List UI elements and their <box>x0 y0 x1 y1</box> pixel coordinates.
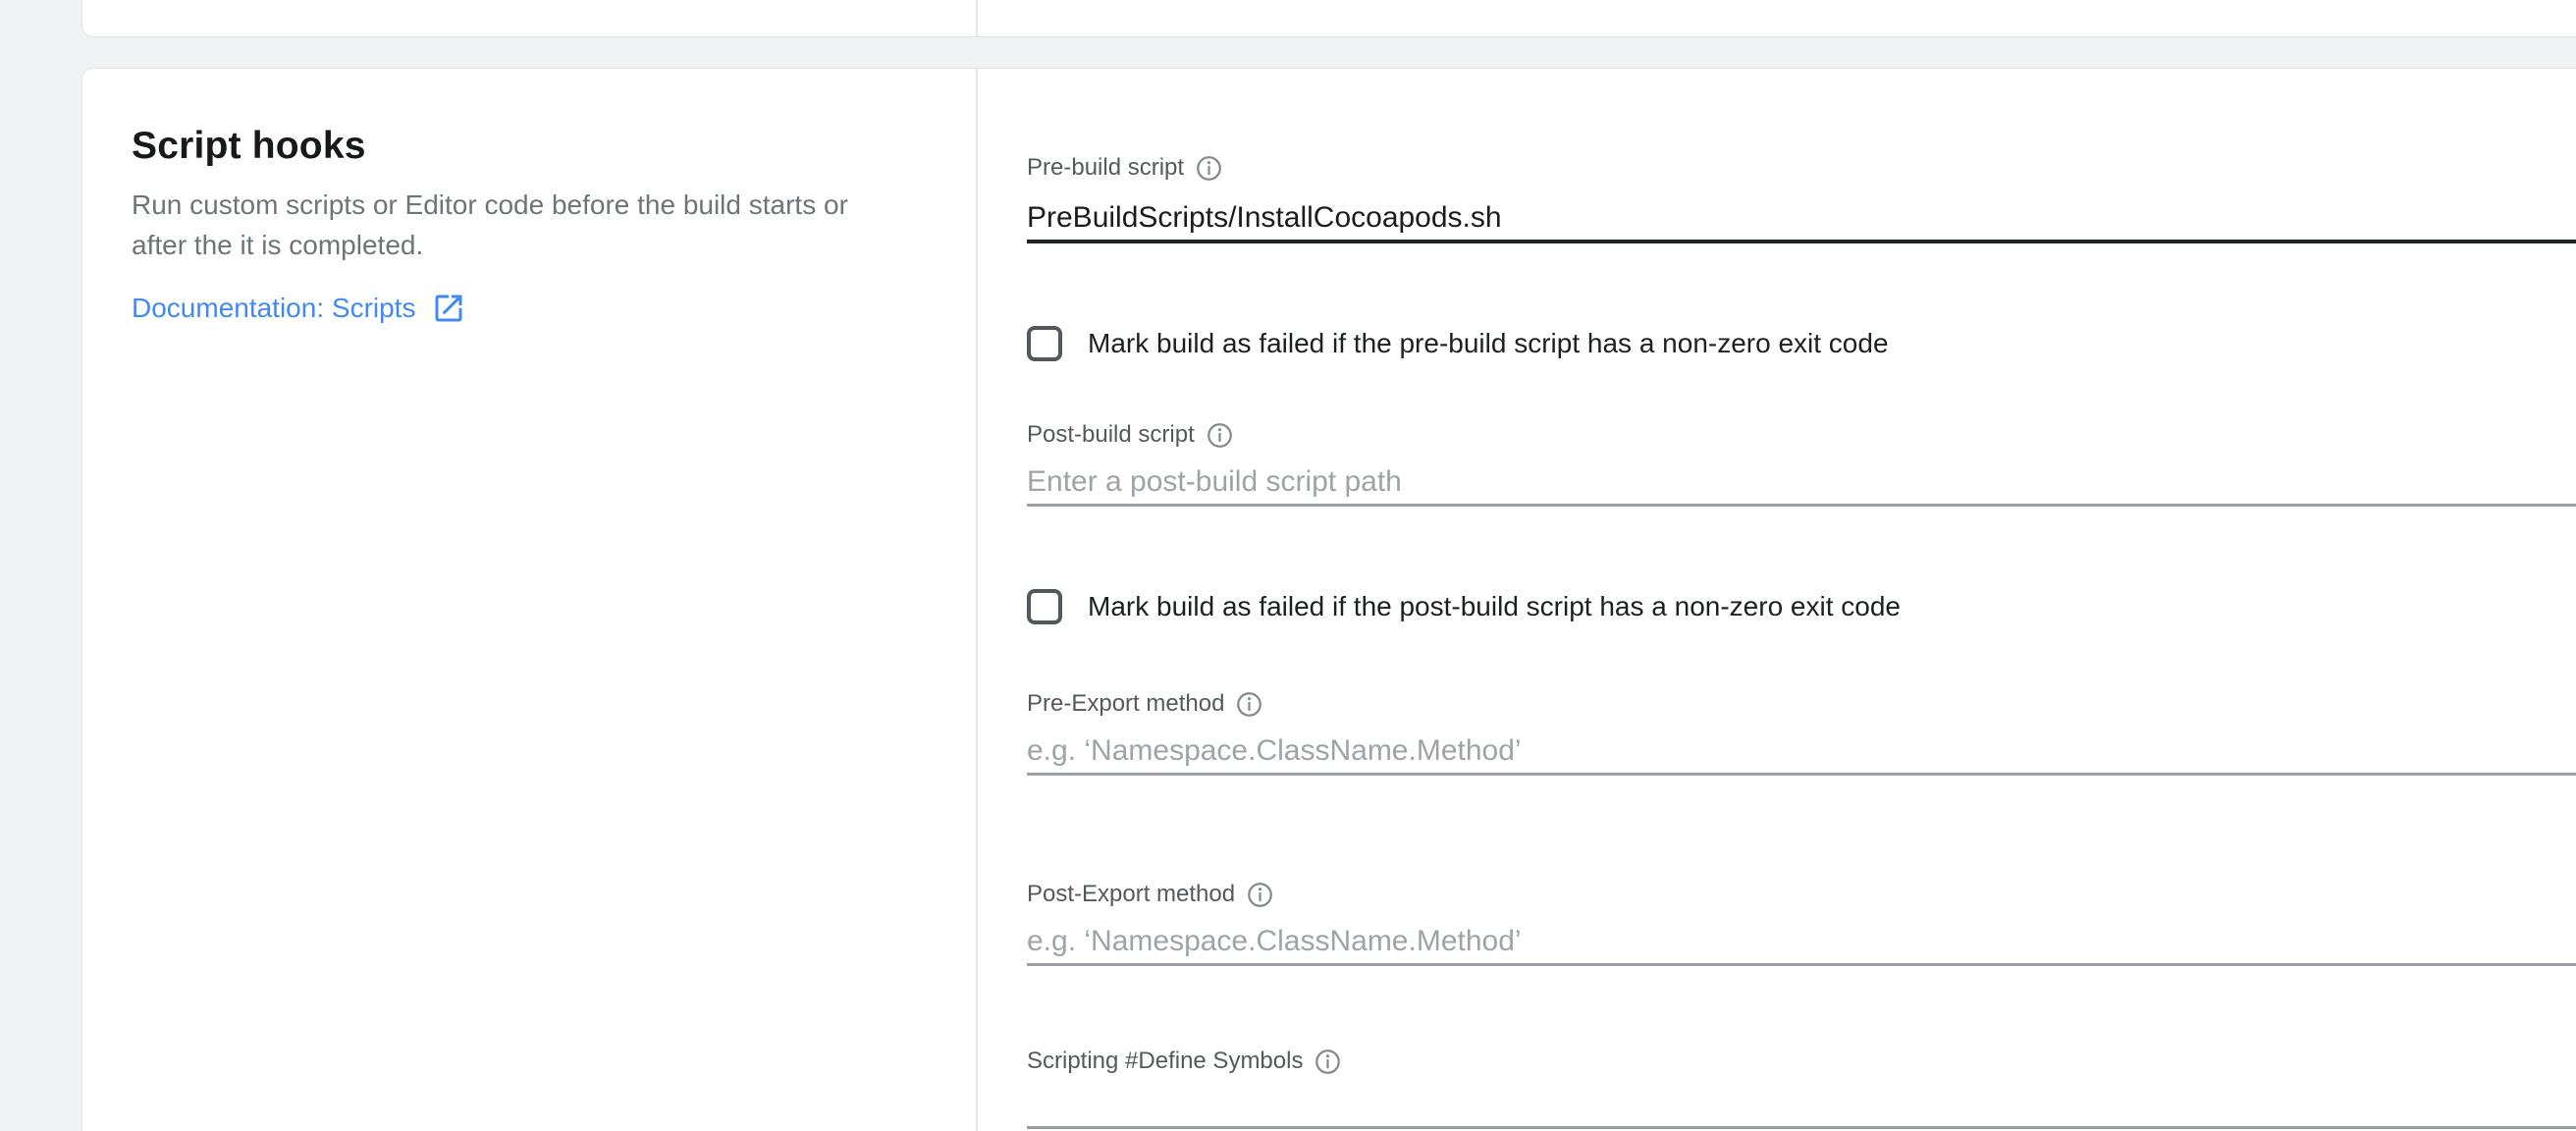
pre-build-fail-checkbox-label: Mark build as failed if the pre-build script has a non-zero exit code <box>1088 328 1889 358</box>
pre-build-script-input[interactable] <box>1027 196 2576 243</box>
info-icon[interactable] <box>1236 691 1262 718</box>
pre-export-method-input[interactable] <box>1027 728 2576 776</box>
info-icon[interactable] <box>1196 155 1222 182</box>
pre-build-script-label: Pre-build script <box>1027 154 1185 181</box>
pre-export-method-field <box>1027 689 2576 776</box>
external-link-icon <box>431 291 466 326</box>
script-hooks-card <box>81 68 2576 1131</box>
script-hooks-form <box>978 69 2576 1131</box>
pre-build-fail-checkbox[interactable] <box>1027 326 1062 361</box>
post-build-script-label: Post-build script <box>1027 421 1195 448</box>
info-icon[interactable] <box>1207 422 1233 449</box>
post-build-fail-checkbox[interactable] <box>1027 589 1062 624</box>
define-symbols-field <box>1027 1047 2576 1129</box>
info-icon[interactable] <box>1247 882 1273 908</box>
previous-card-bottom <box>81 0 2576 37</box>
post-export-method-input[interactable] <box>1027 919 2576 966</box>
section-description-line: Run custom scripts or Editor code before the build starts or <box>132 189 848 220</box>
post-build-fail-checkbox-label: Mark build as failed if the post-build script has a non-zero exit code <box>1088 591 1901 621</box>
script-hooks-info-panel <box>82 69 976 1131</box>
card-column-divider <box>976 0 978 36</box>
post-build-fail-checkbox-row <box>1027 589 2576 624</box>
section-description-line: after the it is completed. <box>132 230 424 260</box>
post-export-method-label: Post-Export method <box>1027 881 1236 907</box>
documentation-scripts-link[interactable] <box>132 289 466 328</box>
section-title: Script hooks <box>132 125 366 167</box>
pre-export-method-label: Pre-Export method <box>1027 690 1225 717</box>
pre-build-script-field <box>1027 153 2576 243</box>
define-symbols-label: Scripting #Define Symbols <box>1027 1048 1304 1074</box>
section-description <box>132 185 897 265</box>
post-build-script-field <box>1027 420 2576 507</box>
post-export-method-field <box>1027 880 2576 966</box>
info-icon[interactable] <box>1315 1049 1341 1075</box>
post-build-script-input[interactable] <box>1027 459 2576 507</box>
documentation-link-label: Documentation: Scripts <box>132 293 416 323</box>
define-symbols-input[interactable] <box>1027 1086 2576 1129</box>
pre-build-fail-checkbox-row <box>1027 326 2576 361</box>
